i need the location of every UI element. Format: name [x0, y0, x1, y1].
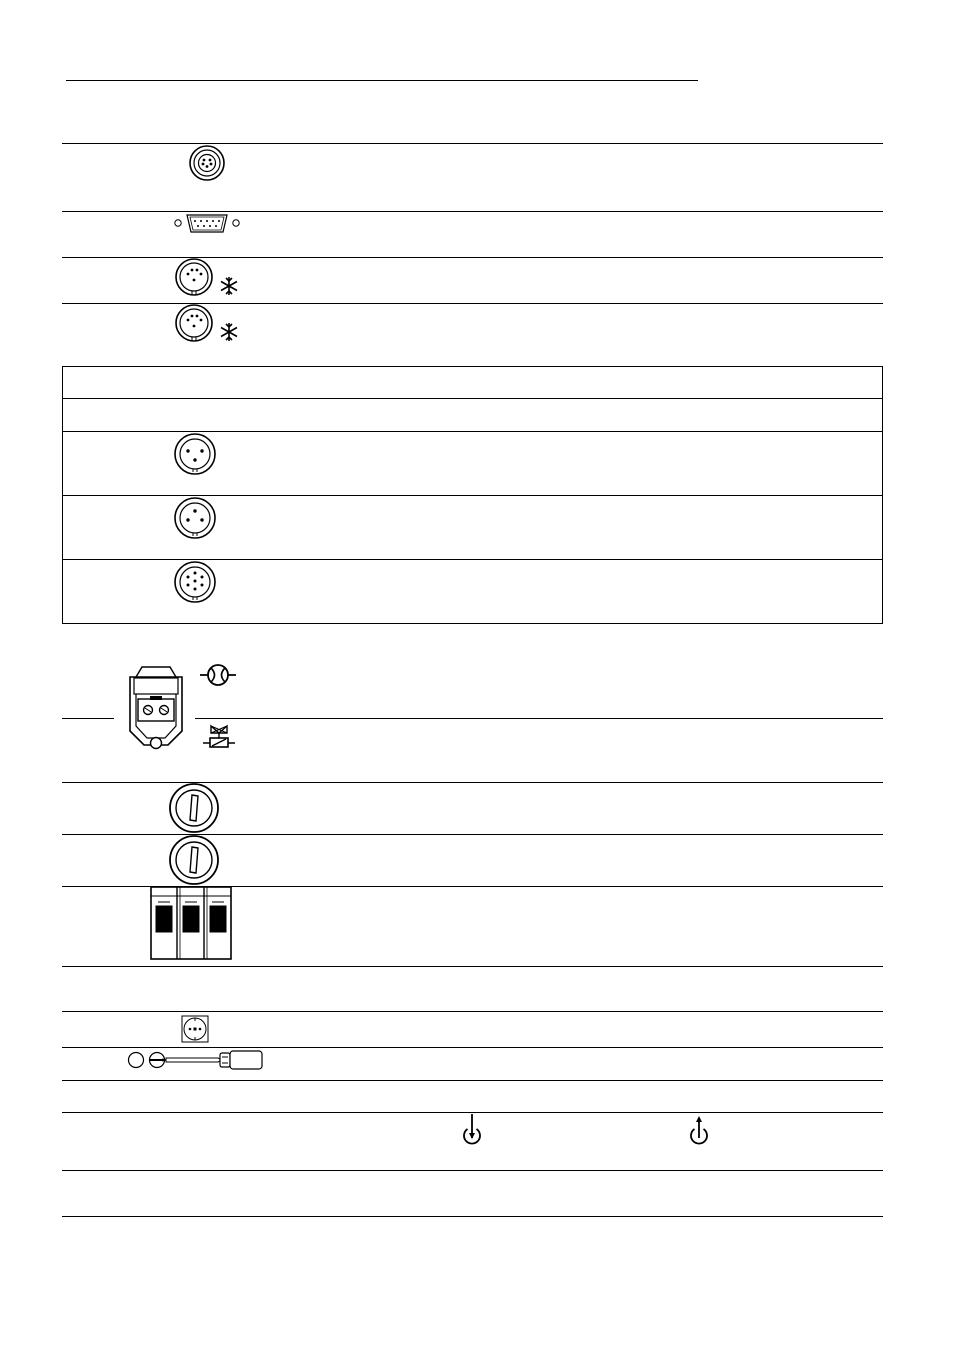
table-bottom-rule-1b — [195, 718, 883, 719]
terminal-block-icon — [150, 886, 232, 960]
mains-socket-icon — [181, 1015, 209, 1043]
pump-valve-connector-icon — [122, 661, 190, 757]
table-bottom-rule-6 — [62, 1011, 883, 1012]
round-multi-pin-socket-icon — [188, 144, 228, 182]
power-in-icon — [461, 1112, 483, 1146]
solenoid-valve-symbol-icon — [201, 724, 237, 752]
din-socket-cooling-icon — [174, 304, 244, 344]
table-top-rule-1 — [62, 143, 883, 144]
boxed-table-rule-1 — [62, 398, 883, 399]
table-bottom-rule-10 — [62, 1170, 883, 1171]
power-out-icon — [688, 1112, 710, 1146]
three-pin-socket-icon — [173, 432, 217, 476]
table-bottom-rule-1a — [62, 718, 114, 719]
pump-symbol-icon — [198, 660, 238, 690]
fuse-holder-icon — [168, 783, 220, 833]
screwdriver-adjustment-icon — [126, 1049, 266, 1071]
table-bottom-rule-11 — [62, 1216, 883, 1217]
table-bottom-rule-8 — [62, 1080, 883, 1081]
table-bottom-rule-5 — [62, 966, 883, 967]
header-rule — [66, 80, 698, 81]
table-bottom-rule-7 — [62, 1047, 883, 1048]
seven-pin-socket-icon — [173, 560, 217, 604]
din-socket-cooling-icon — [174, 258, 244, 298]
fuse-holder-icon — [168, 835, 220, 885]
sub-d-9-pin-port-icon — [173, 212, 243, 236]
three-pin-socket-icon — [173, 496, 217, 540]
